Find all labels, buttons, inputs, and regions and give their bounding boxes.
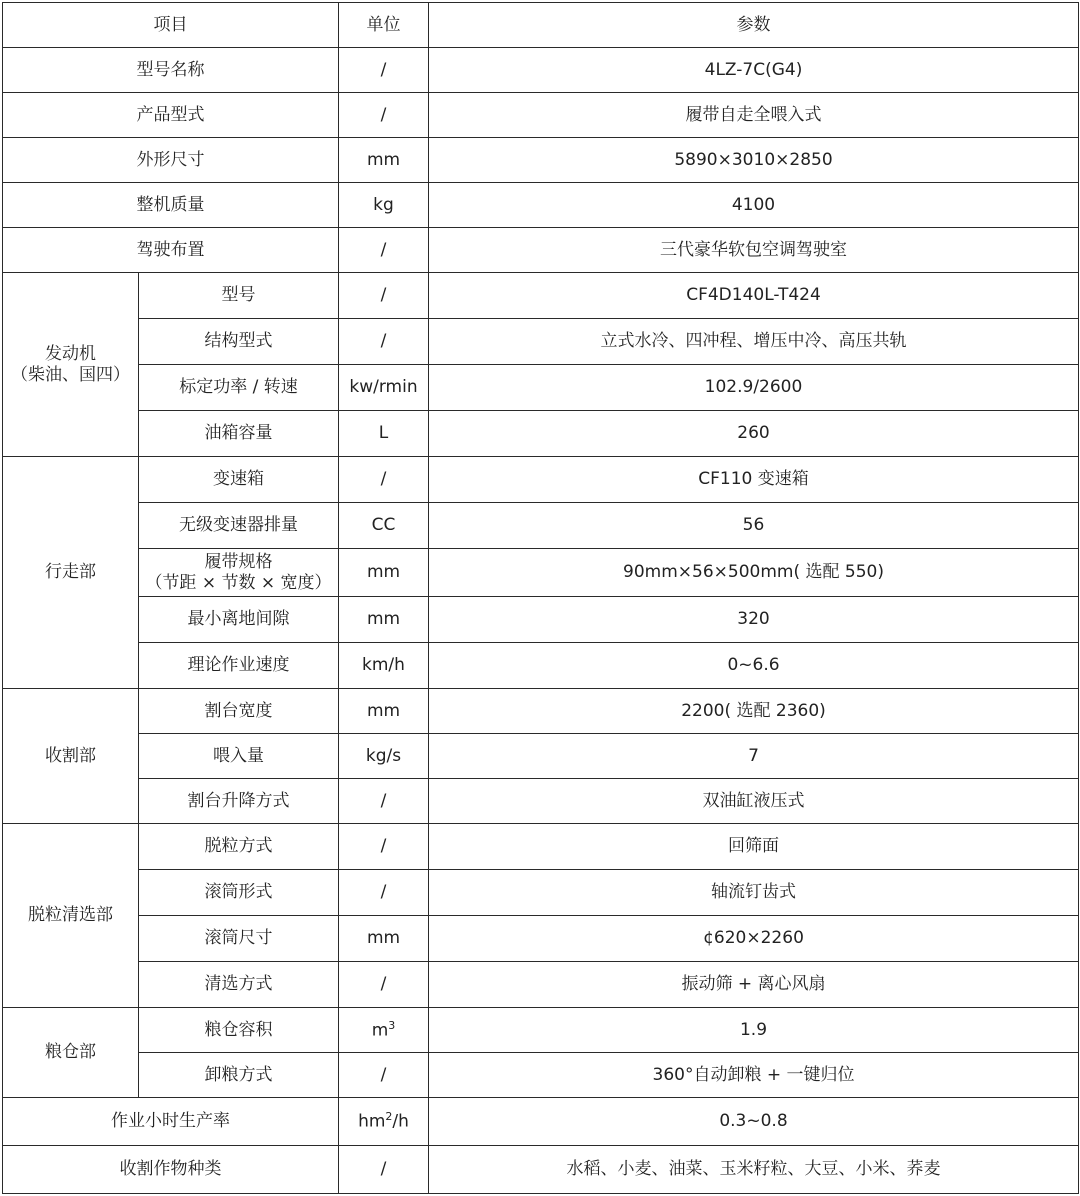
row-unit: / (339, 824, 429, 870)
row-unit: mm (339, 549, 429, 597)
header-row (3, 3, 1079, 48)
row-unit: kg/s (339, 734, 429, 779)
group-granary: 粮仓部 (3, 1008, 139, 1098)
unit-base: hm (358, 1112, 386, 1133)
row-value: 90mm×56×500mm( 选配 550) (429, 549, 1079, 597)
table-row (3, 597, 1079, 643)
row-unit: / (339, 870, 429, 916)
table-row (3, 228, 1079, 273)
track-spec-subtitle: （节距 × 节数 × 宽度） (145, 572, 332, 593)
row-unit: km/h (339, 643, 429, 689)
table-row (3, 1008, 1079, 1053)
table-row (3, 962, 1079, 1008)
table-row (3, 503, 1079, 549)
group-harvest: 收割部 (3, 689, 139, 824)
row-value: 立式水冷、四冲程、增压中冷、高压共轨 (429, 319, 1079, 365)
row-name: 清选方式 (139, 962, 339, 1008)
row-value: 360°自动卸粮 + 一键归位 (429, 1053, 1079, 1098)
row-name: 割台升降方式 (139, 779, 339, 824)
row-value: CF4D140L-T424 (429, 273, 1079, 319)
table-row (3, 365, 1079, 411)
row-name: 收割作物种类 (3, 1146, 339, 1194)
table-row (3, 48, 1079, 93)
table-row (3, 1146, 1079, 1194)
row-unit: mm (339, 138, 429, 183)
table-row (3, 319, 1079, 365)
row-unit: kw/rmin (339, 365, 429, 411)
header-unit: 单位 (339, 3, 429, 48)
header-param: 参数 (429, 3, 1079, 48)
row-name: 喂入量 (139, 734, 339, 779)
row-value: 0.3~0.8 (429, 1098, 1079, 1146)
row-unit: / (339, 1146, 429, 1194)
row-value: 水稻、小麦、油菜、玉米籽粒、大豆、小米、荞麦 (429, 1146, 1079, 1194)
row-unit: / (339, 228, 429, 273)
row-name: 结构型式 (139, 319, 339, 365)
row-name: 无级变速器排量 (139, 503, 339, 549)
row-value: 回筛面 (429, 824, 1079, 870)
row-unit (339, 1098, 429, 1146)
row-value: 轴流钉齿式 (429, 870, 1079, 916)
header-item: 项目 (3, 3, 339, 48)
table-row (3, 824, 1079, 870)
unit-base: m (371, 1020, 389, 1041)
row-name: 卸粮方式 (139, 1053, 339, 1098)
row-unit: CC (339, 503, 429, 549)
unit-superscript: 3 (388, 1018, 396, 1032)
table-row (3, 734, 1079, 779)
row-unit: / (339, 962, 429, 1008)
table-row (3, 1098, 1079, 1146)
row-value: 三代豪华软包空调驾驶室 (429, 228, 1079, 273)
row-unit: / (339, 1053, 429, 1098)
track-spec-title: 履带规格 (204, 552, 273, 573)
row-value: 5890×3010×2850 (429, 138, 1079, 183)
table-row (3, 916, 1079, 962)
spec-table (2, 2, 1079, 1194)
row-value: 0~6.6 (429, 643, 1079, 689)
row-value: 320 (429, 597, 1079, 643)
row-name: 滚筒尺寸 (139, 916, 339, 962)
row-name (139, 549, 339, 597)
table-row (3, 138, 1079, 183)
row-unit: / (339, 48, 429, 93)
row-value: 7 (429, 734, 1079, 779)
row-value: 振动筛 + 离心风扇 (429, 962, 1079, 1008)
group-threshing: 脱粒清选部 (3, 824, 139, 1008)
row-name: 最小离地间隙 (139, 597, 339, 643)
row-value: CF110 变速箱 (429, 457, 1079, 503)
group-walking: 行走部 (3, 457, 139, 689)
row-value: 1.9 (429, 1008, 1079, 1053)
group-engine-title: 发动机 (45, 344, 96, 365)
row-name: 型号 (139, 273, 339, 319)
row-value: 260 (429, 411, 1079, 457)
row-unit: mm (339, 689, 429, 734)
table-row (3, 93, 1079, 138)
row-name: 标定功率 / 转速 (139, 365, 339, 411)
table-row (3, 643, 1079, 689)
row-name: 整机质量 (3, 183, 339, 228)
group-engine-subtitle: （柴油、国四） (11, 364, 130, 385)
table-row (3, 411, 1079, 457)
row-name: 变速箱 (139, 457, 339, 503)
row-value: ¢620×2260 (429, 916, 1079, 962)
row-value: 102.9/2600 (429, 365, 1079, 411)
unit-superscript: 2 (385, 1110, 393, 1124)
row-name: 粮仓容积 (139, 1008, 339, 1053)
row-value: 56 (429, 503, 1079, 549)
table-row (3, 183, 1079, 228)
row-name: 作业小时生产率 (3, 1098, 339, 1146)
row-unit: mm (339, 597, 429, 643)
row-name: 脱粒方式 (139, 824, 339, 870)
row-unit: / (339, 319, 429, 365)
row-name: 滚筒形式 (139, 870, 339, 916)
row-unit: / (339, 273, 429, 319)
row-unit: / (339, 457, 429, 503)
unit-tail: /h (392, 1112, 409, 1133)
row-value: 双油缸液压式 (429, 779, 1079, 824)
row-name: 产品型式 (3, 93, 339, 138)
row-name: 外形尺寸 (3, 138, 339, 183)
row-unit: mm (339, 916, 429, 962)
row-name: 割台宽度 (139, 689, 339, 734)
row-unit (339, 1008, 429, 1053)
row-name: 油箱容量 (139, 411, 339, 457)
table-row (3, 549, 1079, 597)
row-unit: L (339, 411, 429, 457)
table-row (3, 457, 1079, 503)
row-value: 2200( 选配 2360) (429, 689, 1079, 734)
row-unit: / (339, 779, 429, 824)
row-value: 履带自走全喂入式 (429, 93, 1079, 138)
row-name: 驾驶布置 (3, 228, 339, 273)
table-row (3, 1053, 1079, 1098)
row-value: 4LZ-7C(G4) (429, 48, 1079, 93)
row-name: 理论作业速度 (139, 643, 339, 689)
row-unit: / (339, 93, 429, 138)
table-row (3, 779, 1079, 824)
row-value: 4100 (429, 183, 1079, 228)
row-unit: kg (339, 183, 429, 228)
row-name: 型号名称 (3, 48, 339, 93)
table-row (3, 273, 1079, 319)
table-row (3, 689, 1079, 734)
group-engine (3, 273, 139, 457)
table-row (3, 870, 1079, 916)
